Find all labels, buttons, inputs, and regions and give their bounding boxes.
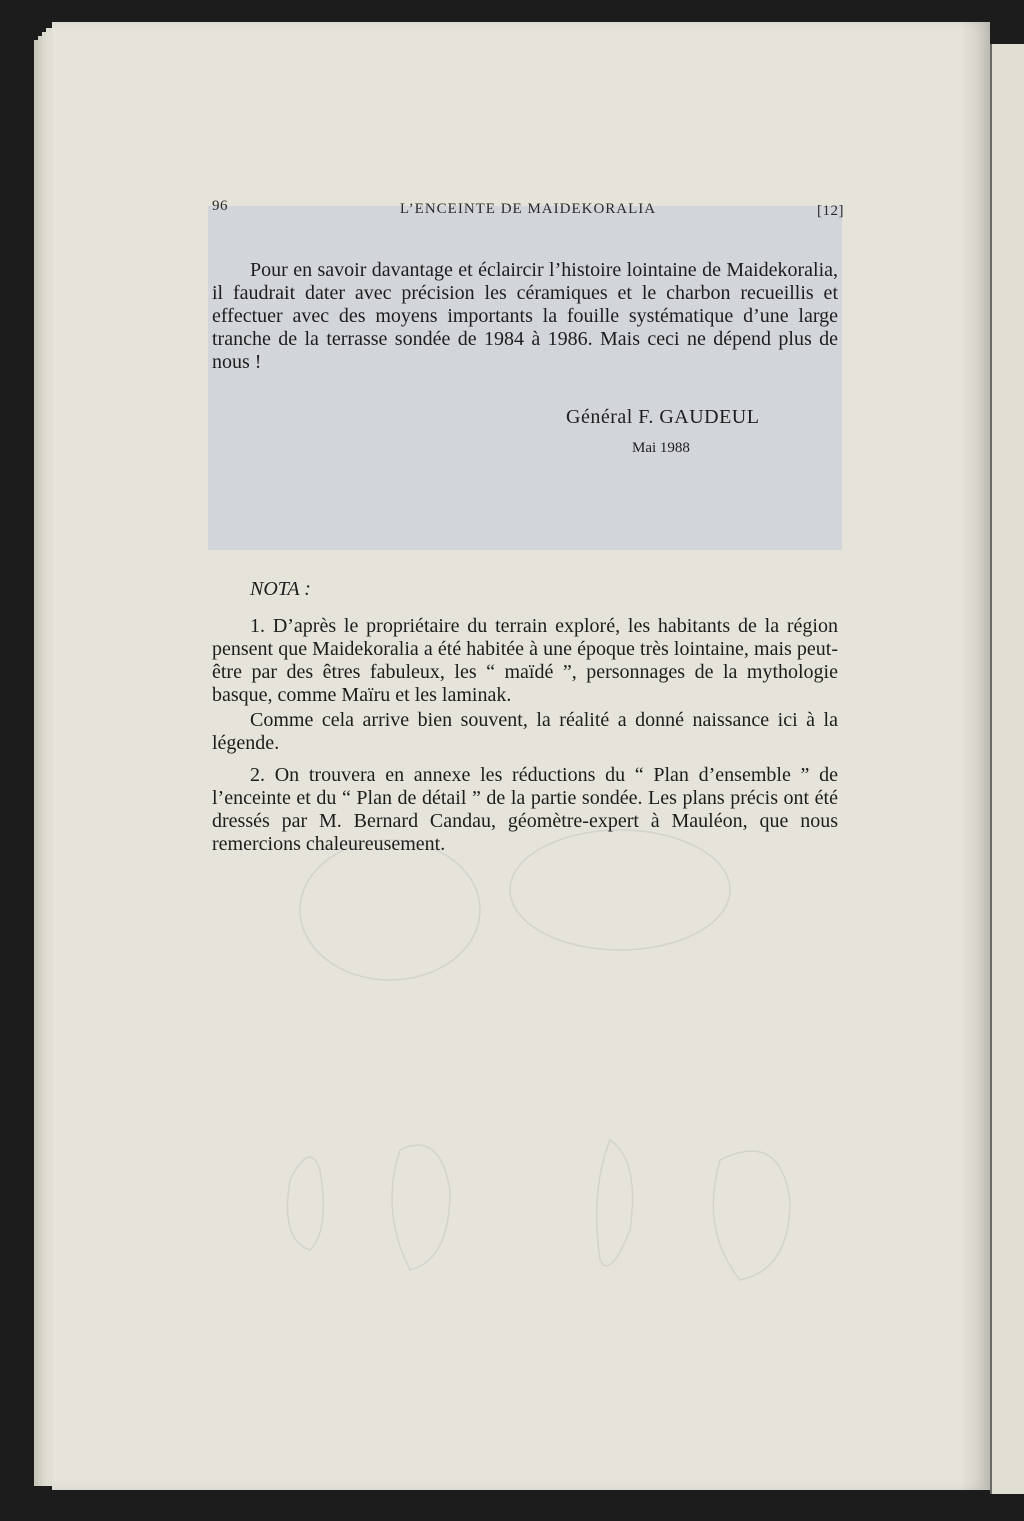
author-signature: Général F. GAUDEUL xyxy=(566,406,760,428)
nota-item xyxy=(212,615,838,707)
section-reference: [12] xyxy=(817,203,844,219)
page-number: 96 xyxy=(212,198,228,214)
highlight-region xyxy=(208,206,842,550)
facing-page-edge xyxy=(990,44,1024,1494)
running-header xyxy=(212,198,844,222)
body-text xyxy=(212,259,838,374)
nota-item xyxy=(212,764,838,856)
nota-paragraph: 2. On trouvera en annexe les réductions du “ Plan d’ensemble ” de l’enceinte et du “ Plan de détail ” de la partie sondée. Les plans précis ont été dressés par M. Bernard Candau, géomètre-expert à Mauléon, que nous remercions chaleureusement. xyxy=(212,764,838,855)
nota-heading: NOTA : xyxy=(250,578,311,600)
signature-date: Mai 1988 xyxy=(632,440,690,456)
paragraph: Pour en savoir davantage et éclaircir l’histoire lointaine de Maidekoralia, il faudrait dater avec précision les céramiques et le charbon recueillis et effectuer avec des moyens importants la fouille systématique d’une large tranche de la terrasse sondée de 1984 à 1986. Mais ceci ne dépend plus de nous ! xyxy=(212,259,838,373)
gutter-shadow xyxy=(960,22,990,1490)
nota-item xyxy=(212,709,838,755)
nota-paragraph: 1. D’après le propriétaire du terrain exploré, les habitants de la région pensent que Maidekoralia a été habitée à une époque très lointaine, mais peut-être par des êtres fabuleux, les “ maïdé ”, personnages de la mythologie basque, comme Maïru et les laminak. xyxy=(212,615,838,706)
running-title: L’ENCEINTE DE MAIDEKORALIA xyxy=(399,201,657,217)
nota-paragraph: Comme cela arrive bien souvent, la réalité a donné naissance ici à la légende. xyxy=(212,709,838,754)
